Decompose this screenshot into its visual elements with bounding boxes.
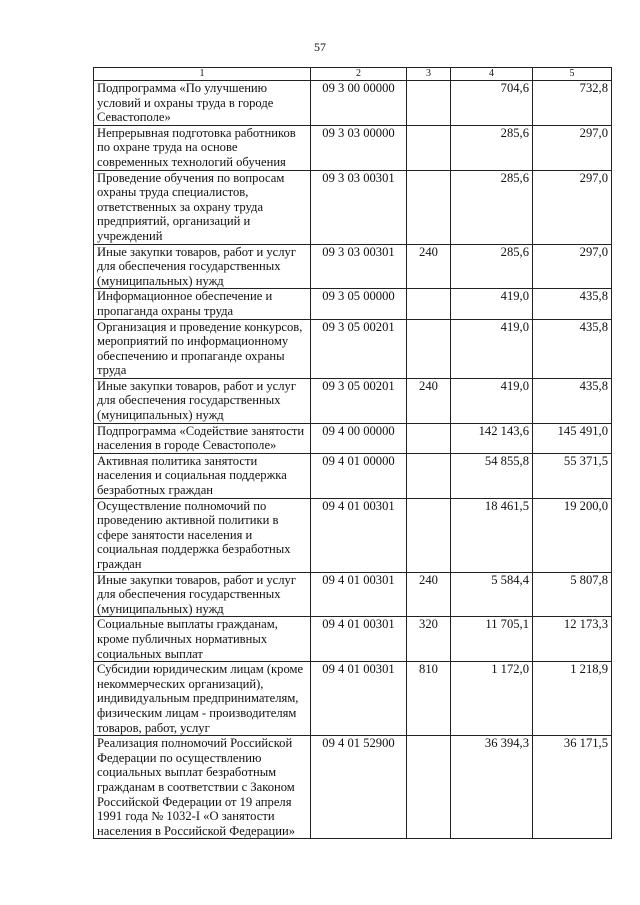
row-code: 09 4 00 00000	[311, 423, 407, 453]
row-name: Иные закупки товаров, работ и услуг для обеспечения государственных (муниципальных) нужд	[94, 572, 311, 617]
row-name: Подпрограмма «Содействие занятости населения в городе Севастополе»	[94, 423, 311, 453]
row-kind	[407, 498, 451, 572]
header-cell-value-2: 5	[533, 68, 612, 81]
row-name: Реализация полномочий Российской Федерации по осуществлению социальных выплат безработным гражданам в соответствии с Законом Российской Федерации от 19 апреля 1991 года № 1032-I «О занятости населения в Российской Федерации»	[94, 736, 311, 839]
table-row	[94, 170, 612, 244]
row-value-1: 5 584,4	[451, 572, 533, 617]
table-row	[94, 662, 612, 736]
table-row	[94, 81, 612, 126]
row-code: 09 3 03 00000	[311, 125, 407, 170]
row-kind	[407, 736, 451, 839]
row-code: 09 4 01 00301	[311, 498, 407, 572]
row-name: Подпрограмма «По улучшению условий и охраны труда в городе Севастополе»	[94, 81, 311, 126]
row-kind	[407, 170, 451, 244]
row-kind	[407, 423, 451, 453]
row-value-1: 704,6	[451, 81, 533, 126]
table-row	[94, 572, 612, 617]
row-value-1: 419,0	[451, 319, 533, 378]
row-name: Иные закупки товаров, работ и услуг для обеспечения государственных (муниципальных) нужд	[94, 378, 311, 423]
row-kind	[407, 453, 451, 498]
row-code: 09 3 05 00201	[311, 319, 407, 378]
row-value-1: 18 461,5	[451, 498, 533, 572]
row-value-1: 285,6	[451, 170, 533, 244]
row-kind	[407, 319, 451, 378]
row-value-1: 36 394,3	[451, 736, 533, 839]
table-row	[94, 423, 612, 453]
table-row	[94, 498, 612, 572]
table-row	[94, 378, 612, 423]
row-value-2: 435,8	[533, 289, 612, 319]
row-code: 09 3 05 00201	[311, 378, 407, 423]
header-cell-name: 1	[94, 68, 311, 81]
row-code: 09 4 01 52900	[311, 736, 407, 839]
row-name: Проведение обучения по вопросам охраны труда специалистов, ответственных за охрану труда предприятий, организаций и учреждений	[94, 170, 311, 244]
row-name: Организация и проведение конкурсов, мероприятий по информационному обеспечению и пропаганде охраны труда	[94, 319, 311, 378]
row-kind	[407, 81, 451, 126]
row-name: Социальные выплаты гражданам, кроме публичных нормативных социальных выплат	[94, 617, 311, 662]
row-value-2: 12 173,3	[533, 617, 612, 662]
row-value-2: 145 491,0	[533, 423, 612, 453]
row-kind: 240	[407, 572, 451, 617]
row-value-2: 19 200,0	[533, 498, 612, 572]
row-value-1: 1 172,0	[451, 662, 533, 736]
table-row	[94, 125, 612, 170]
row-value-1: 285,6	[451, 244, 533, 289]
row-code: 09 3 03 00301	[311, 244, 407, 289]
row-code: 09 3 05 00000	[311, 289, 407, 319]
row-value-1: 11 705,1	[451, 617, 533, 662]
row-value-1: 419,0	[451, 378, 533, 423]
row-value-2: 1 218,9	[533, 662, 612, 736]
table-row	[94, 617, 612, 662]
row-value-2: 5 807,8	[533, 572, 612, 617]
row-value-2: 732,8	[533, 81, 612, 126]
row-code: 09 4 01 00301	[311, 572, 407, 617]
row-name: Субсидии юридическим лицам (кроме некоммерческих организаций), индивидуальным предпринимателям, физическим лицам - производителям товаров, работ, услуг	[94, 662, 311, 736]
row-name: Осуществление полномочий по проведению активной политики в сфере занятости населения и социальная поддержка безработных граждан	[94, 498, 311, 572]
row-code: 09 3 00 00000	[311, 81, 407, 126]
row-value-1: 285,6	[451, 125, 533, 170]
row-code: 09 4 01 00301	[311, 662, 407, 736]
row-value-2: 55 371,5	[533, 453, 612, 498]
row-value-2: 435,8	[533, 319, 612, 378]
row-value-2: 36 171,5	[533, 736, 612, 839]
table-row	[94, 736, 612, 839]
table-row	[94, 453, 612, 498]
row-value-2: 297,0	[533, 170, 612, 244]
header-cell-kind: 3	[407, 68, 451, 81]
table-body	[94, 81, 612, 839]
budget-table	[93, 67, 612, 839]
row-kind	[407, 289, 451, 319]
row-name: Иные закупки товаров, работ и услуг для обеспечения государственных (муниципальных) нужд	[94, 244, 311, 289]
row-code: 09 3 03 00301	[311, 170, 407, 244]
row-value-1: 54 855,8	[451, 453, 533, 498]
row-value-2: 297,0	[533, 125, 612, 170]
row-name: Информационное обеспечение и пропаганда охраны труда	[94, 289, 311, 319]
table-row	[94, 244, 612, 289]
row-value-1: 142 143,6	[451, 423, 533, 453]
row-value-1: 419,0	[451, 289, 533, 319]
table-header	[94, 68, 612, 81]
header-row	[94, 68, 612, 81]
row-name: Активная политика занятости населения и социальная поддержка безработных граждан	[94, 453, 311, 498]
row-value-2: 435,8	[533, 378, 612, 423]
row-kind: 320	[407, 617, 451, 662]
table-row	[94, 319, 612, 378]
row-kind	[407, 125, 451, 170]
page-number: 57	[314, 40, 326, 54]
row-value-2: 297,0	[533, 244, 612, 289]
header-cell-value-1: 4	[451, 68, 533, 81]
row-name: Непрерывная подготовка работников по охране труда на основе современных технологий обучения	[94, 125, 311, 170]
header-cell-code: 2	[311, 68, 407, 81]
row-kind: 810	[407, 662, 451, 736]
row-kind: 240	[407, 244, 451, 289]
row-code: 09 4 01 00301	[311, 617, 407, 662]
row-code: 09 4 01 00000	[311, 453, 407, 498]
table-row	[94, 289, 612, 319]
row-kind: 240	[407, 378, 451, 423]
